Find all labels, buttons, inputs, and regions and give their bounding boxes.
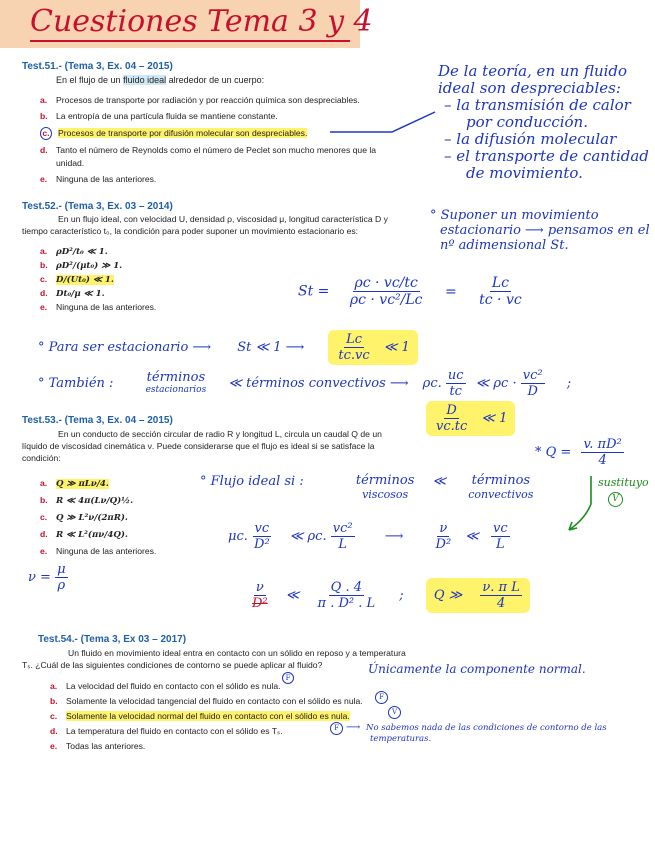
q51-heading: Test.51.- (Tema 3, Ex. 04 – 2015) [22,61,173,72]
q53-equation-2: $\frac{\nu}{\text{D²}}$ ≪ $\frac{Q . 4}{\text{π . D² . L}}$ ; Q ≫ $\frac{\text{ν. π L}}{4}$ [250,578,530,613]
q52-heading: Test.52.- (Tema 3, Ex. 03 – 2014) [22,201,173,212]
q54-stem: Un fluido en movimiento ideal entra en contacto con un sólido en reposo y a temperatura Tₛ. ¿Cuál de las siguientes condiciones de contorno se puede aplicar al fluido? [22,648,406,670]
q51-option-d: d. Tanto el número de Reynolds como el número de Peclet son mucho menores que la [40,145,377,155]
q51-arrow-line [330,110,440,140]
q53-green-arrow [565,474,595,534]
q52-option-b: b. ρD²/(μt₀) ≫ 1. [40,260,123,271]
q52-st-equation: St = $\frac{\rho c \cdot vc/tc}{\text{ρc · vc²/Lc}}$ = $\frac{Lc}{tc \cdot vc}$ [298,275,522,308]
q53-stem: En un conducto de sección circular de radio R y longitud L, circula un caudal Q de un líquido de viscosidad cinemática ν. Puede considerarse que el flujo es ideal si se satisface la condición: [22,429,382,463]
q54-mark-a: F [282,672,294,684]
q53-option-d: d. R ≪ L²(πν/4Q). [40,529,128,540]
q54-option-e: e. Todas las anteriores. [50,741,146,751]
q52-option-d: d. Dt₀/μ ≪ 1. [40,288,105,299]
q53-v-circle-mark: V [608,492,623,507]
q52-line-tambien: ° También : términos estacionarios ≪ términos convectivos ⟶ ρc. $\frac{uc}{tc}$ ≪ ρc · $\frac{\text{vc²}}{D}$ ; [38,368,572,399]
q53-option-b: b. R ≪ 4π(Lν/Q)½. [40,495,134,506]
q53-option-a: a. Q ≫ πLν/4. [40,478,109,489]
q52-handwritten-note: ° Suponer un movimiento estacionario ⟶ pensamos en el nº adimensional St. [430,208,650,253]
q52-stem: En un flujo ideal, con velocidad U, densidad ρ, viscosidad μ, longitud característica D y tiempo característico t₀, la condición para poder suponer un movimiento estacionario es: [22,214,388,236]
q51-option-d-cont: unidad. [56,158,85,168]
q52-result-box: $\frac{D}{vc.tc}$ ≪ 1 [426,401,515,436]
q54-option-c: c. Solamente la velocidad normal del fluido en contacto con el sólido es nula. [50,711,350,721]
q54-arrow-d: ⟶ [346,722,361,733]
q54-handwritten-note: Únicamente la componente normal. [368,662,586,676]
q51-stem: En el flujo de un fluido ideal alrededor de un cuerpo: [56,75,265,85]
page-title: Cuestiones Tema 3 y 4 [30,4,373,39]
q53-flujo-ideal-line: ° Flujo ideal si : términos viscosos ≪ términos convectivos [200,473,534,501]
q51-option-c: c. Procesos de transporte por difusión molecular son despreciables. [40,127,376,140]
q53-heading: Test.53.- (Tema 3, Ex. 04 – 2015) [22,415,173,426]
title-underline [30,40,350,42]
q54-mark-b: F [375,691,388,704]
q52-options [40,246,156,313]
q51-options [40,95,376,185]
q52-option-e: e. Ninguna de las anteriores. [40,302,157,312]
q54-option-a: a. La velocidad del fluido en contacto con el sólido es nula. [50,681,281,691]
q53-option-e: e. Ninguna de las anteriores. [40,546,157,556]
q51-option-b: b. La entropía de una partícula fluida se mantiene constante. [40,111,278,121]
q54-heading: Test.54.- (Tema 3, Ex 03 – 2017) [38,634,187,645]
q53-q-equation: * Q = $\frac{\text{v. πD²}}{4}$ [535,437,622,468]
q54-mark-c: V [388,706,401,719]
q54-mark-d: F [330,722,343,735]
q53-option-c: c. Q ≫ L²ν/(2πR). [40,512,128,523]
q51-handwritten-note: De la teoría, en un fluido ideal son despreciables: – la transmisión de calor por conducción. – la difusión molecular – el transporte de cantidad de movimiento. [438,62,649,182]
q53-sustituyo-note: sustituyo [598,476,649,489]
q53-options [40,478,156,557]
q51-option-a: a. Procesos de transporte por radiación y por reacción química son despreciables. [40,95,360,105]
q53-equation-1: μc. $\frac{vc}{\text{D²}}$ ≪ ρc. $\frac{\text{vc²}}{L}$ ⟶ $\frac{\nu}{\text{D²}}$ ≪ $\frac{vc}{L}$ [228,521,508,552]
q51-option-e: e. Ninguna de las anteriores. [40,174,157,184]
q52-option-c: c. D/(Ut₀) ≪ 1. [40,274,114,285]
q52-option-a: a. ρD²/t₀ ≪ 1. [40,246,108,257]
q52-line-stationary: ° Para ser estacionario ⟶ St ≪ 1 ⟶ $\frac{Lc}{tc.vc}$ ≪ 1 [38,330,418,365]
q54-options [50,681,363,752]
q54-option-b: b. Solamente la velocidad tangencial del fluido en contacto con el sólido es nula. [50,696,363,706]
q54-option-d: d. La temperatura del fluido en contacto con el sólido es Tₛ. [50,726,283,736]
q53-nu-definition: ν = $\frac{\mu}{\rho}$ [28,562,66,593]
q54-note-d: No sabemos nada de las condiciones de contorno de las temperaturas. [366,723,607,744]
